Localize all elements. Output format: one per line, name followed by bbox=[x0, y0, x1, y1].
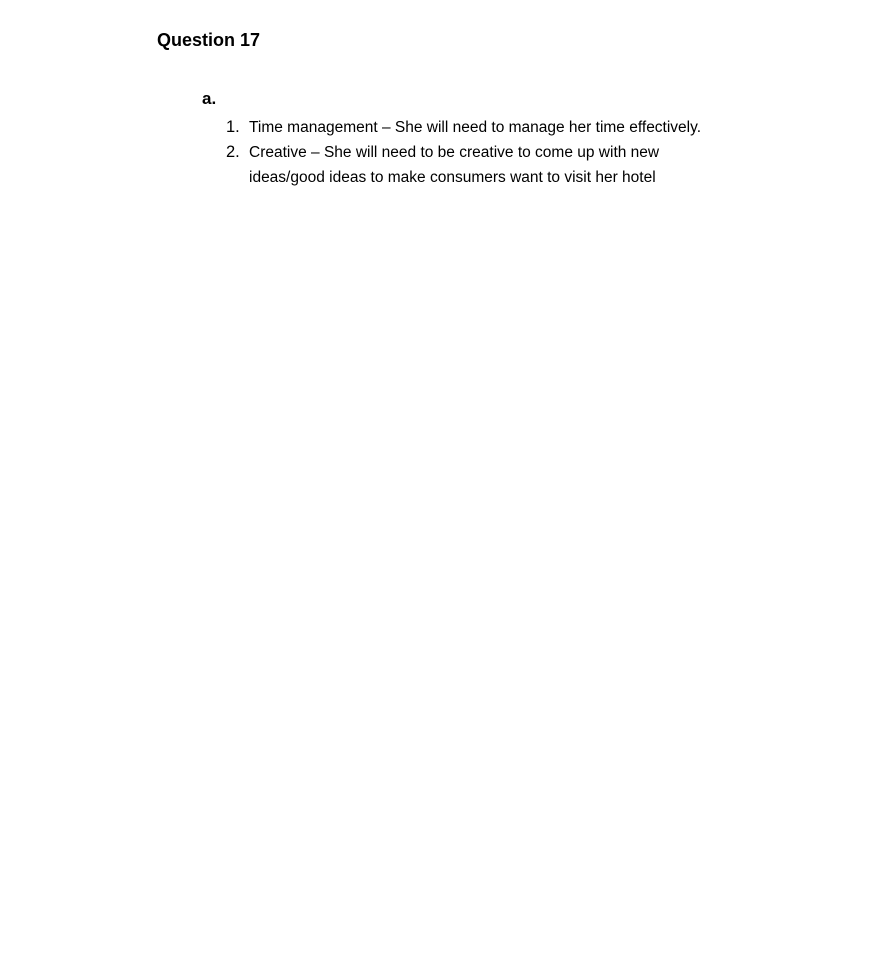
part-label: a. bbox=[202, 89, 217, 108]
answer-list bbox=[226, 115, 786, 190]
list-item-number: 2. bbox=[226, 143, 240, 161]
list-item bbox=[226, 140, 786, 190]
list-item-text: Creative – She will need to be creative to come up with new ideas/good ideas to make consumers want to visit her hotel bbox=[249, 144, 660, 186]
list-item-number: 1. bbox=[226, 118, 240, 136]
list-item-text: Time management – She will need to manage her time effectively. bbox=[249, 119, 702, 136]
list-item bbox=[226, 115, 786, 140]
question-title: Question 17 bbox=[157, 30, 261, 50]
